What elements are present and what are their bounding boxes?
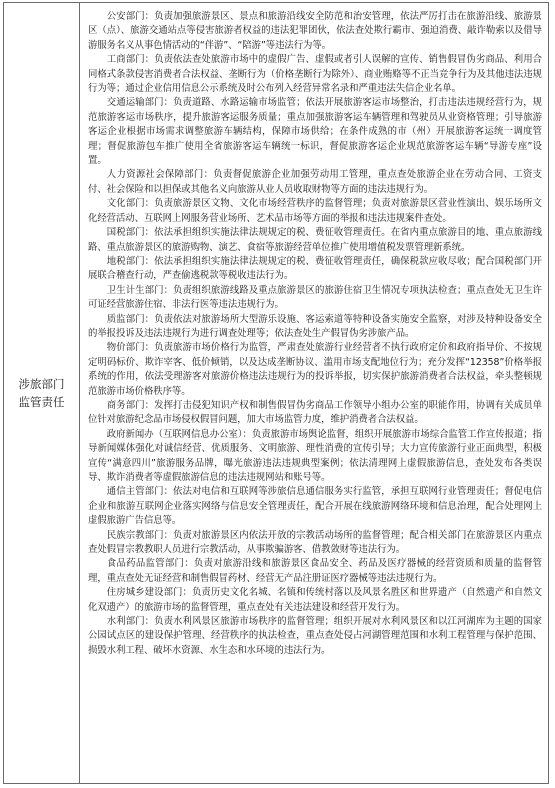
paragraph-housing: 住房城乡建设部门：负责历史文化名城、名镇和传统村落以及风景名胜区和世界遗产（自然遗产和自然文化双遗产）的旅游市场的监督管理，重点查处有关违法建设和经营开发行为。 bbox=[88, 587, 542, 613]
paragraph-culture: 文化部门：负责旅游景区文物、文化市场经营秩序的监督管理；负责对旅游景区营业性演出、娱乐场所文化经营活动、互联网上网服务营业场所、艺术品市场等方面的举报和违法违规案件查处。 bbox=[88, 198, 542, 224]
paragraph-telecom: 通信主管部门：依法对电信和互联网等涉旅信息通信服务实行监管，承担互联网行业管理责任；督促电信企业和旅游互联网企业落实网络与信息安全管理责任，配合开展在线旅游网络环境和信息治理，配合处理网上虚假旅游广告信息等。 bbox=[88, 486, 542, 527]
content-cell bbox=[80, 3, 548, 783]
paragraph-water: 水利部门：负责水利风景区旅游市场秩序的监督管理；组织开展对水利风景区和以江河湖库为主题的国家公园试点区的建设保护管理、经营秩序的执法检查，重点查处侵占河湖管理范围和水利工程管理与保护范围、损毁水利工程、破坏水资源、水生态和水环境的违法行为。 bbox=[88, 616, 542, 656]
paragraph-quality: 质监部门：负责依法对旅游场所大型游乐设施、客运索道等特种设备实施安全监察，对涉及特种设备安全的举报投诉及违法违规行为进行调查处理等；依法查处生产假冒伪劣涉旅产品。 bbox=[88, 313, 542, 339]
paragraph-price: 物价部门：负责旅游市场价格行为监管，严肃查处旅游行业经营者不执行政府定价和政府指导价、不按规定明码标价、欺诈宰客、低价倾销，以及达成垄断协议、滥用市场支配地位行为；充分发挥“12358”价格举报系统的作用，依法受理游客对旅游价格违法违规行为的投诉举报，切实保护旅游消费者合法权益，牵头整顿规范旅游市场价格秩序等。 bbox=[88, 342, 542, 397]
paragraph-local-tax: 地税部门：依法承担组织实施法律法规规定的税、费征收管理责任，确保税款应收尽收；配合国税部门开展联合稽查行动，严查偷逃税款等税收违法行为。 bbox=[88, 255, 542, 282]
paragraph-industry-commerce: 工商部门：负责依法查处旅游市场中的虚假广告、虚假或者引人误解的宣传、销售假冒伪劣商品、利用合同格式条款侵害消费者合法权益、垄断行为（价格垄断行为除外）、商业贿赂等不正当竞争行为及其他违法违规行为等；通过企业信用信息公示系统及时公布列入经营异常名录和严重违法失信企业名单。 bbox=[88, 54, 542, 95]
paragraph-public-security: 公安部门：负责加强旅游景区、景点和旅游沿线安全防范和治安管理，依法严厉打击在旅游沿线、旅游景区（点）、旅游交通站点等侵害旅游者权益的违法犯罪团伙，依法查处欺行霸市、强迫消费、敲诈勒索以及借导游服务名义从事色情活动的“伴游”、“陪游”等违法行为等。 bbox=[88, 11, 542, 51]
paragraph-transport: 交通运输部门：负责道路、水路运输市场监管；依法开展旅游客运市场整治，打击违法违规经营行为，规范旅游客运市场秩序，提升旅游客运服务质量；重点加强旅游客运车辆管理和驾驶员从业资格管理；引导旅游客运企业根据市场需求调整旅游车辆结构，保障市场供给；在条件成熟的市（州）开展旅游客运统一调度管理；督促旅游包车推广使用全省旅游客运车辆统一标识，督促旅游客运企业规范旅游客运车辆“导游专座”设置。 bbox=[88, 97, 542, 167]
paragraph-food-drug: 食品药品监管部门：负责对旅游沿线和旅游景区食品安全、药品及医疗器械的经营资质和质量的监督管理，重点查处无证经营和制售假冒药材、经营无产品注册证医疗器械等违法违规行为。 bbox=[88, 558, 542, 584]
paragraph-human-resources: 人力资源社会保障部门：负责督促旅游企业加强劳动用工管理，重点查处旅游企业在劳动合同、工资支付、社会保险和以担保或其他名义向旅游从业人员收取财物等方面的违法违规行为。 bbox=[88, 169, 542, 195]
paragraph-health: 卫生计生部门：负责组织旅游线路及重点旅游景区的旅游住宿卫生情况专项执法检查；重点查处无卫生许可证经营旅游住宿、非法行医等违法违规行为。 bbox=[88, 284, 542, 311]
paragraph-national-tax: 国税部门：依法承担组织实施法律法规规定的税、费征收管理责任。在省内重点旅游目的地、重点旅游线路、重点旅游景区的旅游购物、演艺、食宿等旅游经营单位推广使用增值税发票管理新系统。 bbox=[88, 227, 542, 253]
responsibility-table bbox=[3, 2, 549, 784]
paragraph-commerce: 商务部门：发挥打击侵犯知识产权和制售假冒伪劣商品工作领导小组办公室的职能作用，协调有关成员单位针对旅游纪念品市场侵权假冒问题，加大市场监管力度，维护消费者合法权益。 bbox=[88, 399, 542, 426]
row-label: 涉旅部门监管责任 bbox=[18, 377, 65, 409]
paragraph-press-office: 政府新闻办（互联网信息办公室）：负责旅游市场舆论监督，组织开展旅游市场综合监管工作宣传报道；指导新闻媒体强化对诚信经营、优质服务、文明旅游、理性消费的宣传引导；大力宣传旅游行业正面典型，积极宣传“满意四川”旅游服务品牌，曝光旅游违法违规典型案例；依法清理网上虚假旅游信息，查处发布各类误导、欺诈消费者等虚假旅游信息的违法违规网站和账号等。 bbox=[88, 428, 542, 483]
row-label-cell bbox=[4, 3, 80, 783]
paragraph-ethnic-religious: 民族宗教部门：负责对旅游景区内依法开放的宗教活动场所的监督管理；配合相关部门在旅游景区内重点查处假冒宗教教职人员进行宗教活动，从事欺骗游客、借教敛财等违法行为。 bbox=[88, 529, 542, 556]
